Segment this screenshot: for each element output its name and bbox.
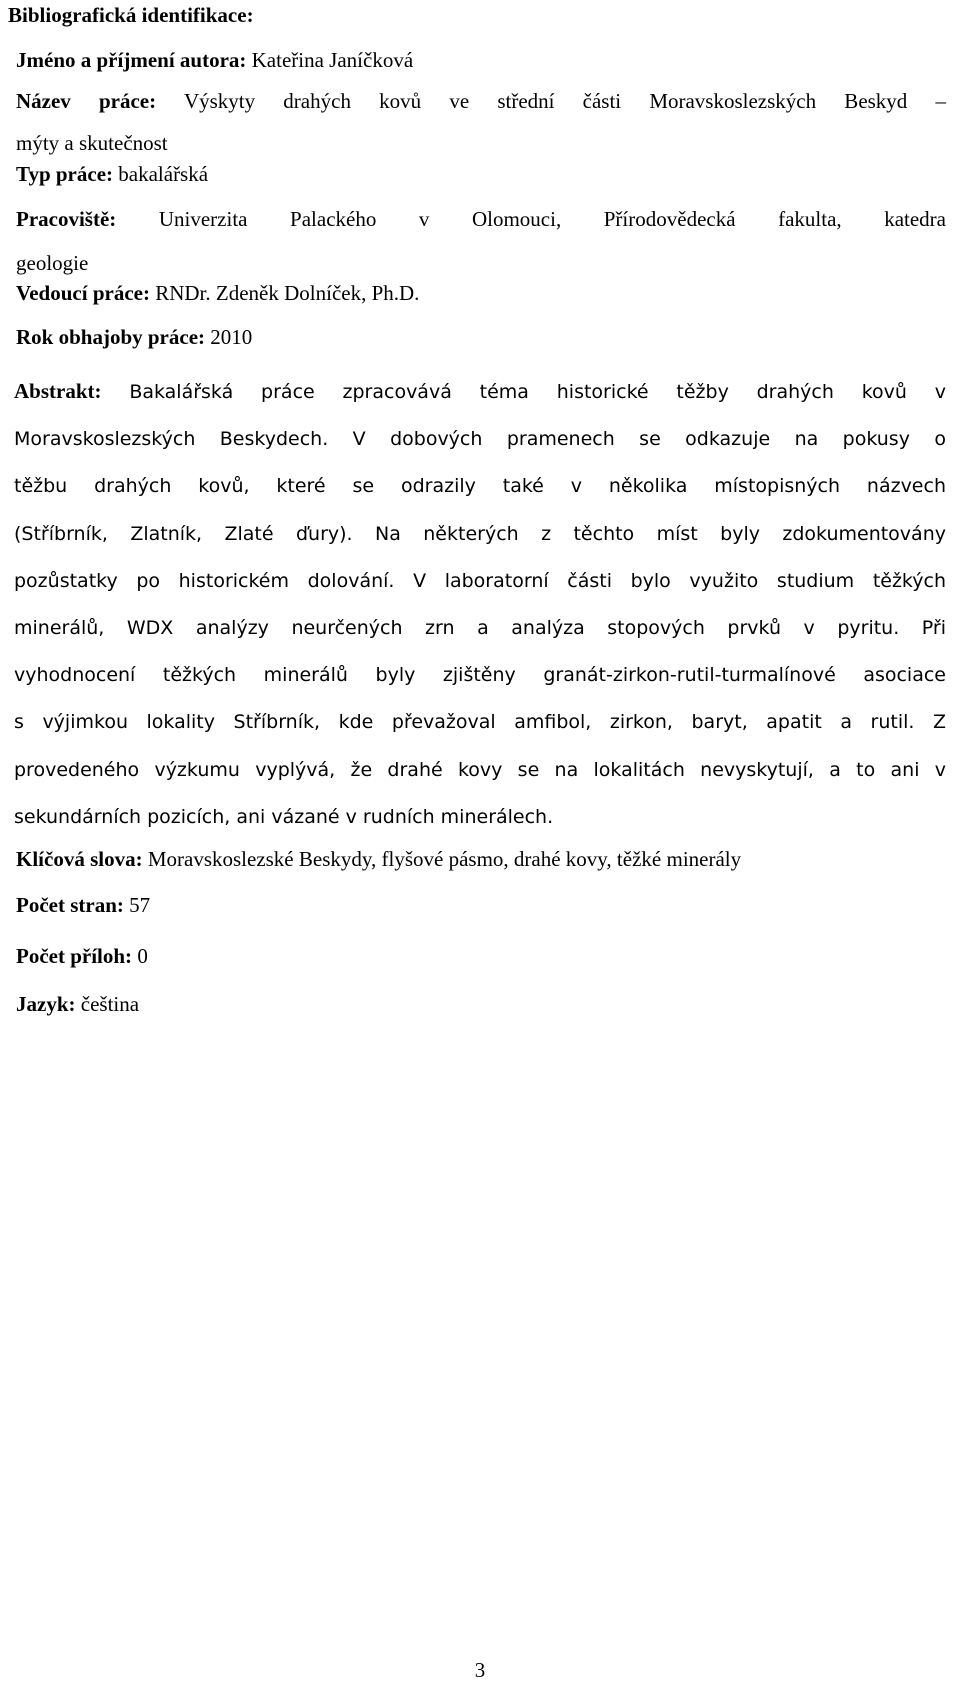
workplace-row xyxy=(16,207,946,231)
section-heading xyxy=(8,3,946,27)
abstract-line: provedeného výzkumu vyplývá, že drahé kovy se na lokalitách nevyskytují, a to ani v xyxy=(14,758,946,781)
keywords-value: Moravskoslezské Beskydy, flyšové pásmo, drahé kovy, těžké minerály xyxy=(147,847,742,871)
abstract-line xyxy=(14,368,946,416)
page-count-row xyxy=(16,893,946,917)
attachments-row xyxy=(16,944,946,968)
author-label: Jméno a příjmení autora: xyxy=(16,48,247,72)
workplace-row-continued xyxy=(16,251,946,275)
supervisor-label: Vedoucí práce: xyxy=(16,281,150,305)
abstract-paragraph xyxy=(14,368,946,841)
title-label: Název práce: xyxy=(16,89,157,113)
type-value: bakalářská xyxy=(118,162,209,186)
abstract-line: těžbu drahých kovů, které se odrazily také v několika místopisných názvech xyxy=(14,475,946,498)
page-count-label: Počet stran: xyxy=(16,893,124,917)
heading-text: Bibliografická identifikace: xyxy=(8,3,254,27)
page-number: 3 xyxy=(474,1658,486,1682)
abstract-text: Bakalářská práce zpracovává téma historické těžby drahých kovů v xyxy=(129,381,946,403)
abstract-label: Abstrakt: xyxy=(14,379,102,403)
abstract-line: Moravskoslezských Beskydech. V dobových pramenech se odkazuje na pokusy o xyxy=(14,428,946,451)
keywords-label: Klíčová slova: xyxy=(16,847,143,871)
workplace-value-line1: Univerzita Palackého v Olomouci, Přírodovědecká fakulta, katedra xyxy=(158,207,946,231)
title-value-line1: Výskyty drahých kovů ve střední části Moravskoslezských Beskyd – xyxy=(183,89,946,113)
title-value-line2: mýty a skutečnost xyxy=(16,131,168,155)
language-value: čeština xyxy=(80,992,140,1016)
abstract-line: s výjimkou lokality Stříbrník, kde převažoval amfibol, zirkon, baryt, apatit a rutil. Z xyxy=(14,711,946,734)
title-row-continued xyxy=(16,131,946,155)
abstract-line: pozůstatky po historickém dolování. V laboratorní části bylo využito studium těžkých xyxy=(14,569,946,592)
workplace-label: Pracoviště: xyxy=(16,207,117,231)
workplace-value-line2: geologie xyxy=(16,251,89,275)
defense-year-value: 2010 xyxy=(210,325,253,349)
author-value: Kateřina Janíčková xyxy=(251,48,414,72)
abstract-line: (Stříbrník, Zlatník, Zlaté ďury). Na některých z těchto míst byly zdokumentovány xyxy=(14,522,946,545)
defense-year-row xyxy=(16,325,946,349)
type-row xyxy=(16,162,946,186)
abstract-line: vyhodnocení těžkých minerálů byly zjištěny granát-zirkon-rutil-turmalínové asociace xyxy=(14,664,946,687)
attachments-value: 0 xyxy=(137,944,148,968)
type-label: Typ práce: xyxy=(16,162,114,186)
abstract-line: sekundárních pozicích, ani vázané v rudních minerálech. xyxy=(14,805,554,828)
language-label: Jazyk: xyxy=(16,992,76,1016)
keywords-row xyxy=(16,847,946,871)
attachments-label: Počet příloh: xyxy=(16,944,133,968)
supervisor-row xyxy=(16,281,946,305)
language-row xyxy=(16,992,946,1016)
page-count-value: 57 xyxy=(129,893,151,917)
supervisor-value: RNDr. Zdeněk Dolníček, Ph.D. xyxy=(155,281,420,305)
title-row xyxy=(16,89,946,113)
abstract-line: minerálů, WDX analýzy neurčených zrn a analýza stopových prvků v pyritu. Při xyxy=(14,617,946,640)
defense-year-label: Rok obhajoby práce: xyxy=(16,325,206,349)
author-row xyxy=(16,48,946,72)
